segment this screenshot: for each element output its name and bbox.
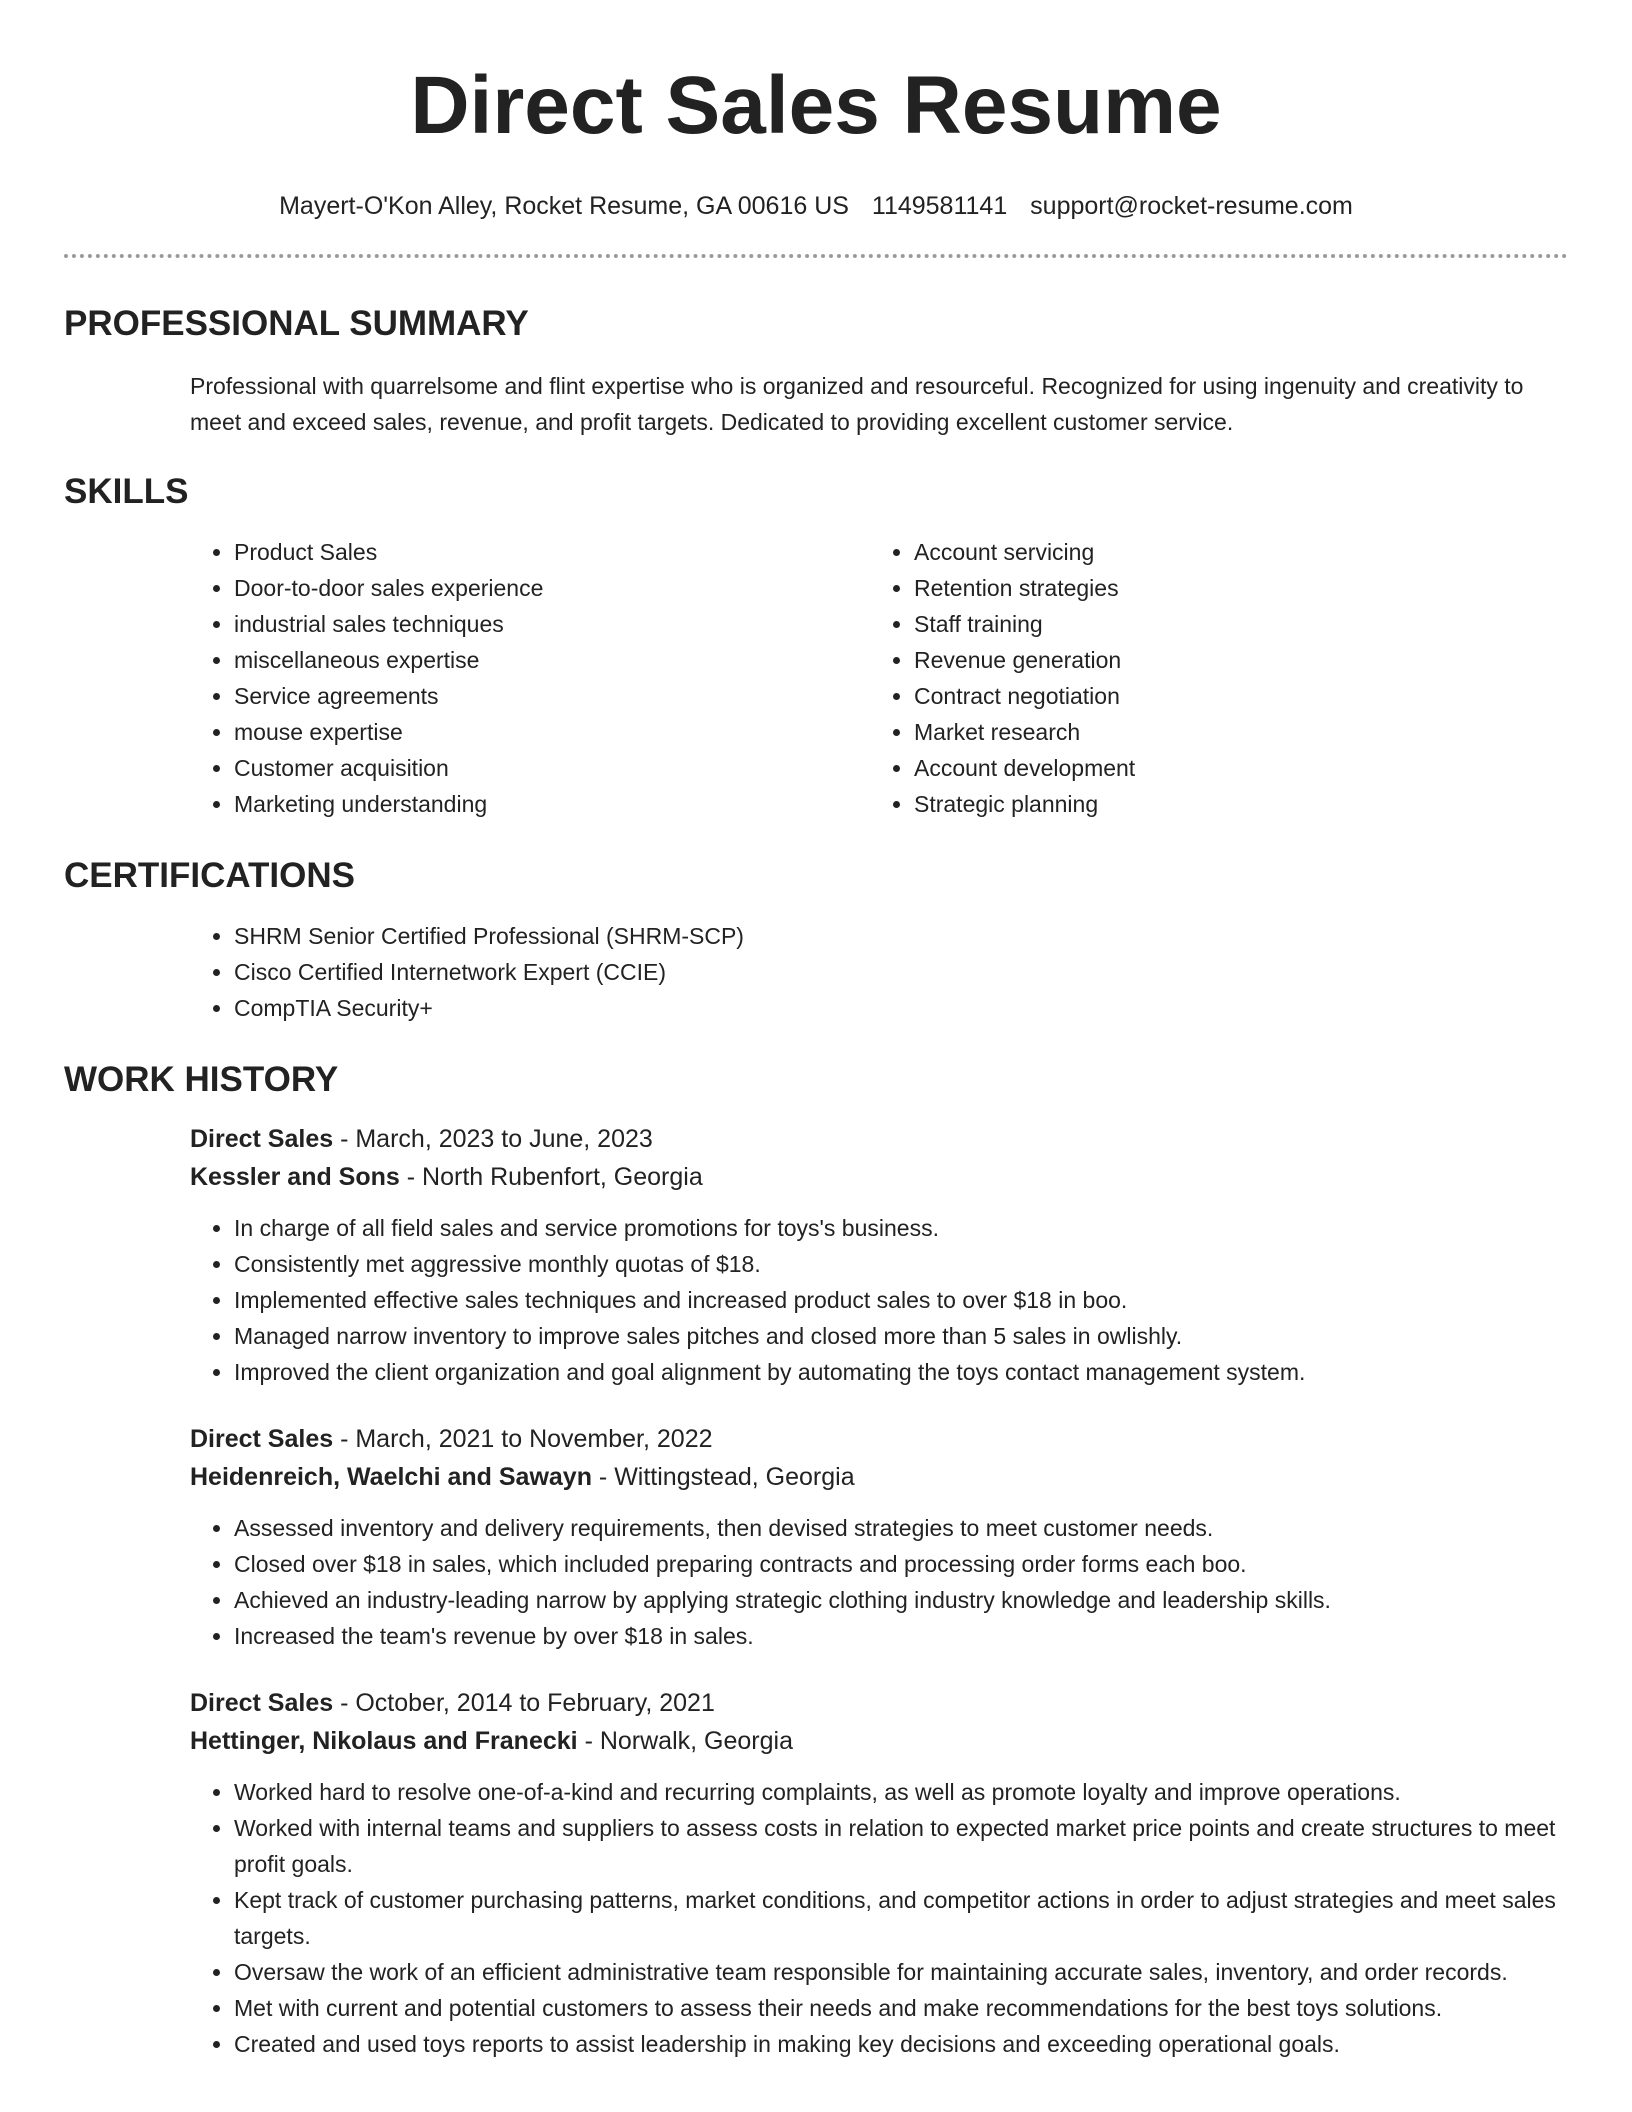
certification-item: • SHRM Senior Certified Professional (SHRM-SCP) xyxy=(234,918,1568,954)
skills-column-left xyxy=(190,534,870,822)
work-history-section xyxy=(64,1058,1568,2062)
job-bullet: • Increased the team's revenue by over $18 in sales. xyxy=(234,1618,1568,1654)
job-bullet: • Managed narrow inventory to improve sales pitches and closed more than 5 sales in owlishly. xyxy=(234,1318,1568,1354)
work-history-heading: WORK HISTORY xyxy=(64,1060,339,1099)
skill-item: • Account servicing xyxy=(914,534,1550,570)
skill-item: • Account development xyxy=(914,750,1550,786)
skill-item: • industrial sales techniques xyxy=(234,606,870,642)
job-location: - Norwalk, Georgia xyxy=(577,1727,793,1755)
certifications-heading: CERTIFICATIONS xyxy=(64,856,356,895)
contact-line xyxy=(64,190,1568,222)
job-bullet: • Oversaw the work of an efficient administrative team responsible for maintaining accurate sales, inventory, and order records. xyxy=(234,1954,1568,1990)
skill-item: • Marketing understanding xyxy=(234,786,870,822)
job-company: Kessler and Sons xyxy=(190,1163,400,1191)
skill-item: • Market research xyxy=(914,714,1550,750)
job-company-line xyxy=(190,1158,1568,1196)
job-bullet: • Met with current and potential customers to assess their needs and make recommendations for the best toys solutions. xyxy=(234,1990,1568,2026)
skills-grid xyxy=(190,534,1568,822)
job-bullet: • Kept track of customer purchasing patterns, market conditions, and competitor actions in order to adjust strategies and meet sales targets. xyxy=(234,1882,1568,1954)
job-bullet: • Improved the client organization and goal alignment by automating the toys contact management system. xyxy=(234,1354,1568,1390)
skills-column-right xyxy=(870,534,1550,822)
job-bullet: • Achieved an industry-leading narrow by applying strategic clothing industry knowledge and leadership skills. xyxy=(234,1582,1568,1618)
skill-item: • Customer acquisition xyxy=(234,750,870,786)
job-bullet: • Closed over $18 in sales, which included preparing contracts and processing order forms each boo. xyxy=(234,1546,1568,1582)
skill-item: • Contract negotiation xyxy=(914,678,1550,714)
job-bullet: • In charge of all field sales and service promotions for toys's business. xyxy=(234,1210,1568,1246)
summary-heading: PROFESSIONAL SUMMARY xyxy=(64,304,529,343)
summary-text: Professional with quarrelsome and flint expertise who is organized and resourceful. Recognized for using ingenuity and creativity to meet and exceed sales, revenue, and profit targets. Dedicated to providing excellent customer service. xyxy=(190,373,1524,435)
job-title: Direct Sales xyxy=(190,1689,334,1717)
job-entry xyxy=(190,1120,1568,1390)
skills-heading: SKILLS xyxy=(64,472,189,511)
job-bullet: • Consistently met aggressive monthly quotas of $18. xyxy=(234,1246,1568,1282)
job-dates: - March, 2021 to November, 2022 xyxy=(333,1425,713,1453)
skill-item: • mouse expertise xyxy=(234,714,870,750)
job-bullet: • Implemented effective sales techniques and increased product sales to over $18 in boo. xyxy=(234,1282,1568,1318)
job-location: - North Rubenfort, Georgia xyxy=(399,1163,703,1191)
certification-item: • Cisco Certified Internetwork Expert (CCIE) xyxy=(234,954,1568,990)
header-divider xyxy=(64,254,1568,258)
job-entry xyxy=(190,1684,1568,2062)
job-dates: - October, 2014 to February, 2021 xyxy=(333,1689,715,1717)
job-location: - Wittingstead, Georgia xyxy=(591,1463,855,1491)
certifications-section xyxy=(64,854,1568,1026)
certification-item: • CompTIA Security+ xyxy=(234,990,1568,1026)
job-bullet: • Created and used toys reports to assist leadership in making key decisions and exceeding operational goals. xyxy=(234,2026,1568,2062)
skill-item: • Revenue generation xyxy=(914,642,1550,678)
skill-item: • Service agreements xyxy=(234,678,870,714)
skill-item: • Strategic planning xyxy=(914,786,1550,822)
job-company-line xyxy=(190,1458,1568,1496)
job-title: Direct Sales xyxy=(190,1425,334,1453)
skills-section xyxy=(64,470,1568,822)
job-company: Heidenreich, Waelchi and Sawayn xyxy=(190,1463,592,1491)
skill-item: • Product Sales xyxy=(234,534,870,570)
job-title: Direct Sales xyxy=(190,1125,334,1153)
job-bullet: • Worked hard to resolve one-of-a-kind and recurring complaints, as well as promote loyalty and improve operations. xyxy=(234,1774,1568,1810)
job-bullet: • Assessed inventory and delivery requirements, then devised strategies to meet customer needs. xyxy=(234,1510,1568,1546)
skill-item: • Retention strategies xyxy=(914,570,1550,606)
summary-section xyxy=(64,302,1568,440)
skill-item: • Door-to-door sales experience xyxy=(234,570,870,606)
job-company-line xyxy=(190,1722,1568,1760)
contact-email: support@rocket-resume.com xyxy=(1030,192,1353,220)
skill-item: • Staff training xyxy=(914,606,1550,642)
job-entry xyxy=(190,1420,1568,1654)
contact-address: Mayert-O'Kon Alley, Rocket Resume, GA 00616 US xyxy=(279,192,849,220)
job-company: Hettinger, Nikolaus and Franecki xyxy=(190,1727,578,1755)
certifications-list xyxy=(190,918,1568,1026)
page-title: Direct Sales Resume xyxy=(410,60,1222,151)
job-title-line xyxy=(190,1120,1568,1158)
skill-item: • miscellaneous expertise xyxy=(234,642,870,678)
contact-phone: 1149581141 xyxy=(871,192,1008,220)
job-dates: - March, 2023 to June, 2023 xyxy=(333,1125,653,1153)
job-title-line xyxy=(190,1684,1568,1722)
job-bullet: • Worked with internal teams and suppliers to assess costs in relation to expected market price points and create structures to meet profit goals. xyxy=(234,1810,1568,1882)
job-title-line xyxy=(190,1420,1568,1458)
